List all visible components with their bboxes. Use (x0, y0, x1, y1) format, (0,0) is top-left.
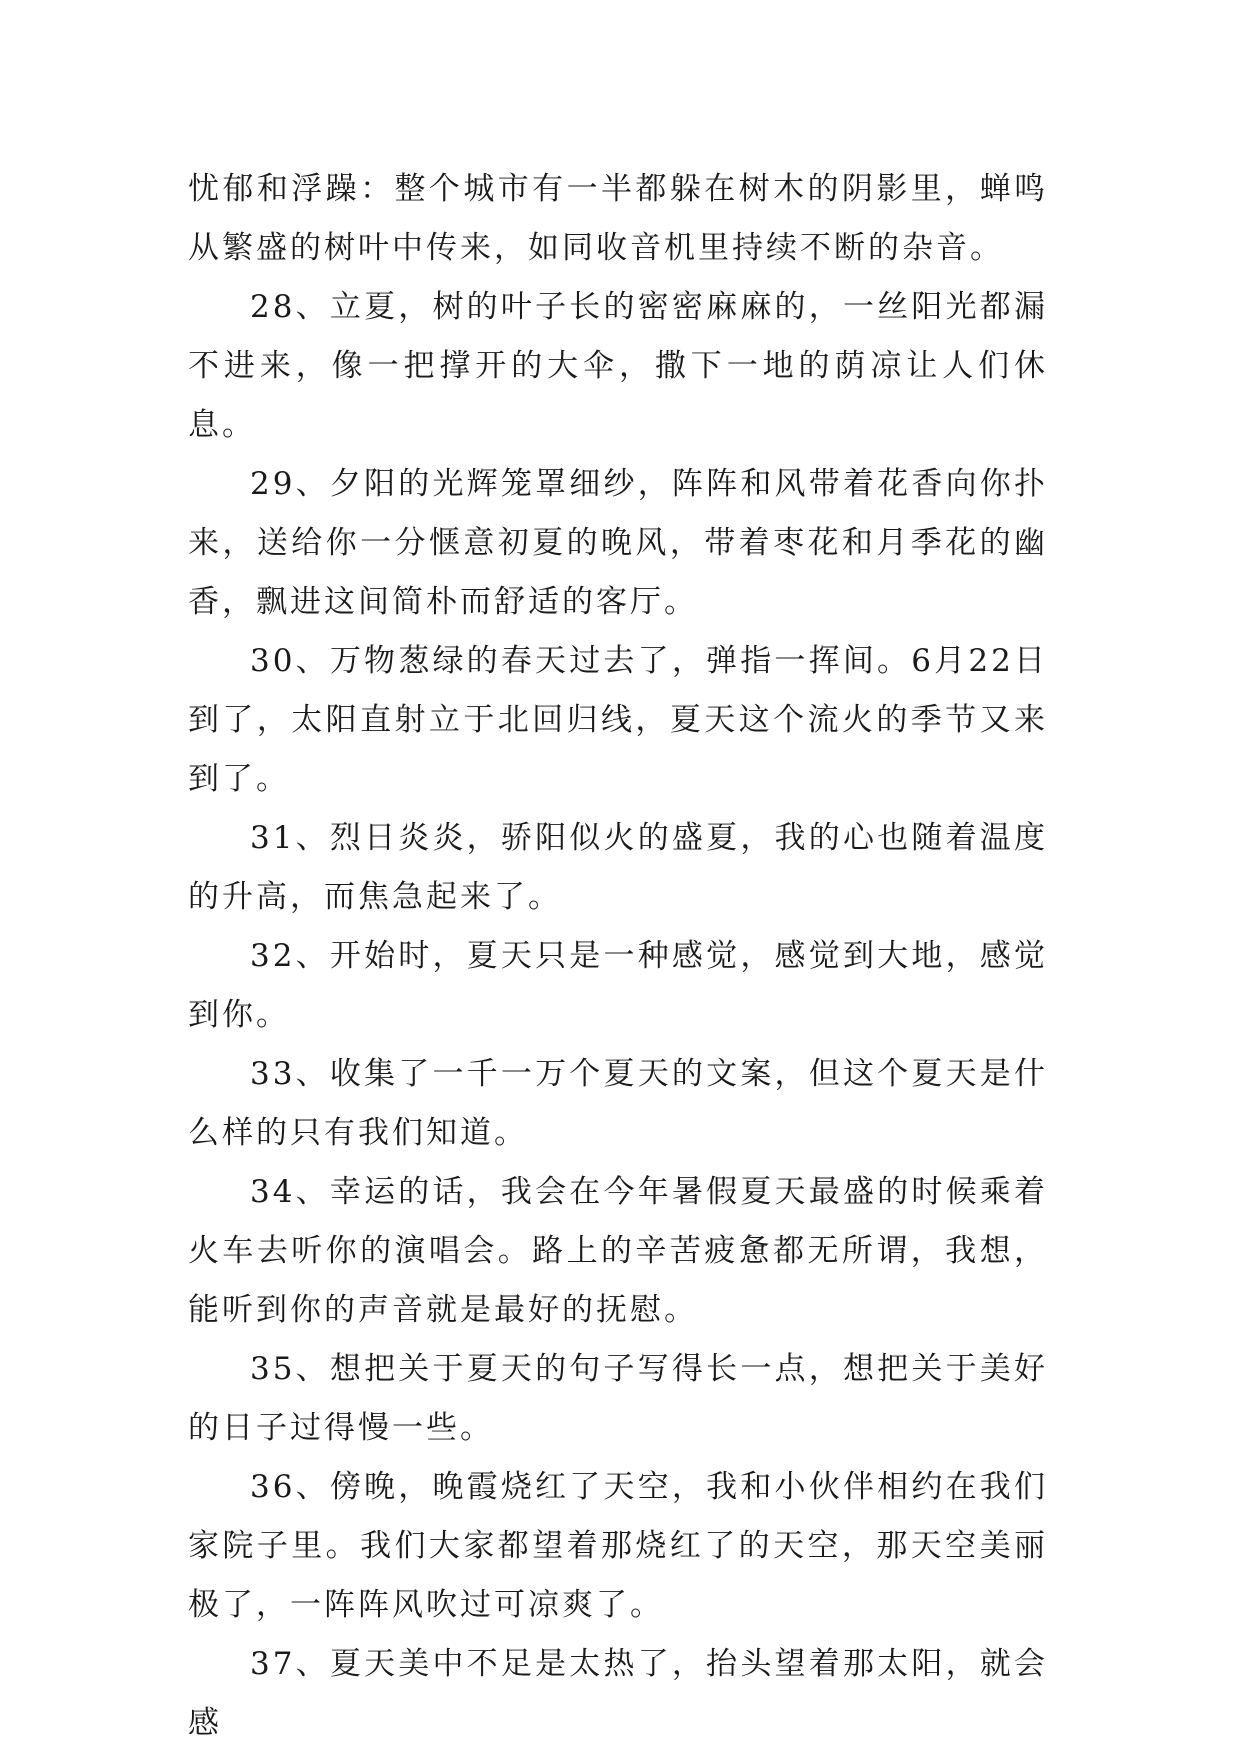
document-body (188, 160, 1048, 1753)
paragraph-31: 31、烈日炎炎，骄阳似火的盛夏，我的心也随着温度的升高，而焦急起来了。 (188, 820, 1048, 915)
paragraph-30: 30、万物葱绿的春天过去了，弹指一挥间。6月22日到了，太阳直射立于北回归线，夏天这个流火的季节又来到了。 (188, 643, 1048, 797)
paragraph-35: 35、想把关于夏天的句子写得长一点，想把关于美好的日子过得慢一些。 (188, 1351, 1048, 1446)
paragraph-continuation: 忧郁和浮躁：整个城市有一半都躲在树木的阴影里，蝉鸣从繁盛的树叶中传来，如同收音机里持续不断的杂音。 (188, 171, 1048, 266)
paragraph-29: 29、夕阳的光辉笼罩细纱，阵阵和风带着花香向你扑来，送给你一分惬意初夏的晚风，带着枣花和月季花的幽香，飘进这间简朴而舒适的客厅。 (188, 466, 1048, 620)
paragraph-34: 34、幸运的话，我会在今年暑假夏天最盛的时候乘着火车去听你的演唱会。路上的辛苦疲惫都无所谓，我想，能听到你的声音就是最好的抚慰。 (188, 1174, 1048, 1328)
paragraph-37: 37、夏天美中不足是太热了，抬头望着那太阳，就会感 (188, 1646, 1048, 1741)
paragraph-33: 33、收集了一千一万个夏天的文案，但这个夏天是什么样的只有我们知道。 (188, 1056, 1048, 1151)
paragraph-36: 36、傍晚，晚霞烧红了天空，我和小伙伴相约在我们家院子里。我们大家都望着那烧红了的天空，那天空美丽极了，一阵阵风吹过可凉爽了。 (188, 1469, 1048, 1623)
paragraph-32: 32、开始时，夏天只是一种感觉，感觉到大地，感觉到你。 (188, 938, 1048, 1033)
paragraph-28: 28、立夏，树的叶子长的密密麻麻的，一丝阳光都漏不进来，像一把撑开的大伞，撒下一地的荫凉让人们休息。 (188, 289, 1048, 443)
